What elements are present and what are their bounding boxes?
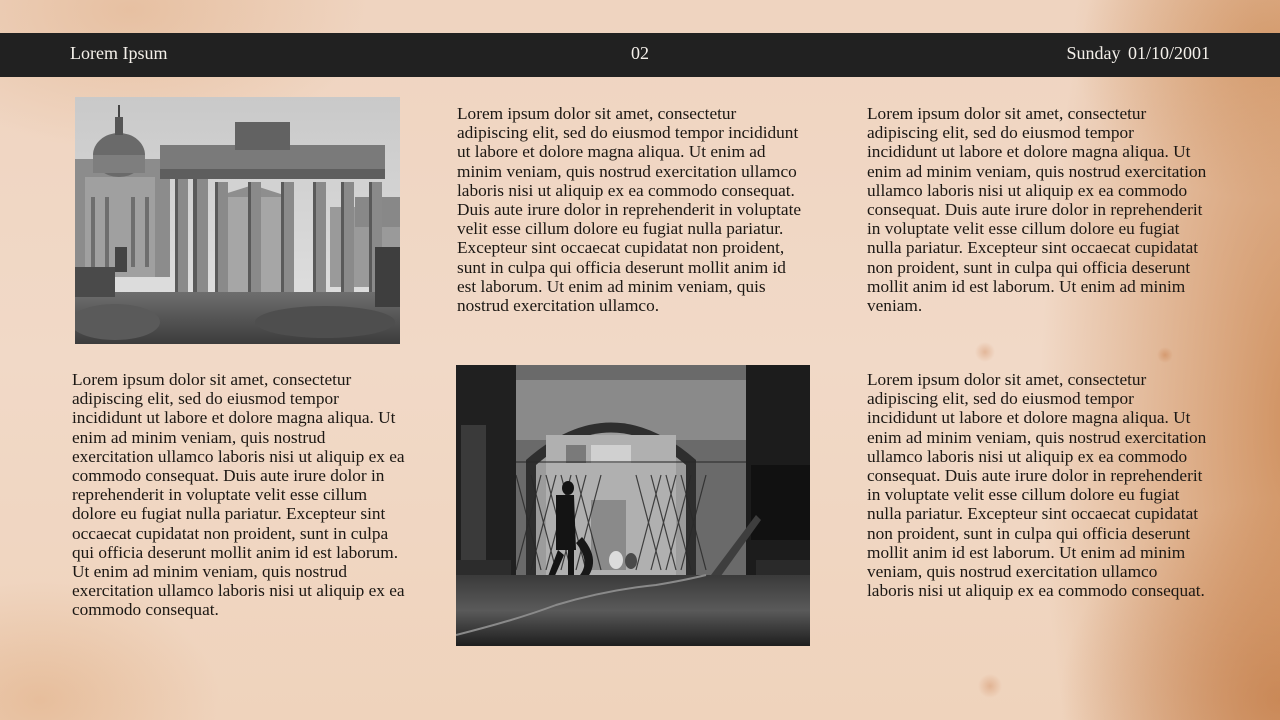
- alley-gate-image: [456, 365, 810, 646]
- text-block-bottom-left: Lorem ipsum dolor sit amet, consectetur adipiscing elit, sed do eiusmod tempor incididunt ut labore et dolore magna aliqua. Ut enim ad minim veniam, quis nostrud exercitation ullamco laboris nisi ut aliquip ex ea commodo consequat. Duis aute irure dolor in reprehenderit in voluptate velit esse cillum dolore eu fugiat nulla pariatur. Excepteur sint occaecat cupidatat non proident, sunt in culpa qui officia deserunt mollit anim id est laborum. Ut enim ad minim veniam, quis nostrud exercitation ullamco laboris nisi ut aliquip ex ea commodo consequat.: [72, 370, 405, 620]
- header-date: Sunday 01/10/2001: [1066, 43, 1210, 63]
- forum-ruins-image: [75, 97, 400, 344]
- text-block-top-center: Lorem ipsum dolor sit amet, consectetur adipiscing elit, sed do eiusmod tempor incididunt ut labore et dolore magna aliqua. Ut enim ad minim veniam, quis nostrud exercitation ullamco laboris nisi ut aliquip ex ea commodo consequat. Duis aute irure dolor in reprehenderit in voluptate velit esse cillum dolore eu fugiat nulla pariatur. Excepteur sint occaecat cupidatat non proident, sunt in culpa qui officia deserunt mollit anim id est laborum. Ut enim ad minim veniam, quis nostrud exercitation ullamco.: [457, 104, 802, 316]
- alley-gate-photo: [456, 365, 810, 646]
- text-block-top-right: Lorem ipsum dolor sit amet, consectetur adipiscing elit, sed do eiusmod tempor incididunt ut labore et dolore magna aliqua. Ut enim ad minim veniam, quis nostrud exercitation ullamco laboris nisi ut aliquip ex ea commodo consequat. Duis aute irure dolor in reprehenderit in voluptate velit esse cillum dolore eu fugiat nulla pariatur. Excepteur sint occaecat cupidatat non proident, sunt in culpa qui officia deserunt mollit anim id est laborum. Ut enim ad minim veniam.: [867, 104, 1207, 316]
- page-number: 02: [631, 43, 649, 63]
- header-title: Lorem Ipsum: [70, 43, 168, 63]
- forum-ruins-photo: [75, 97, 400, 344]
- text-block-bottom-right: Lorem ipsum dolor sit amet, consectetur adipiscing elit, sed do eiusmod tempor incididunt ut labore et dolore magna aliqua. Ut enim ad minim veniam, quis nostrud exercitation ullamco laboris nisi ut aliquip ex ea commodo consequat. Duis aute irure dolor in reprehenderit in voluptate velit esse cillum dolore eu fugiat nulla pariatur. Excepteur sint occaecat cupidatat non proident, sunt in culpa qui officia deserunt mollit anim id est laborum. Ut enim ad minim veniam, quis nostrud exercitation ullamco laboris nisi ut aliquip ex ea commodo consequat.: [867, 370, 1207, 601]
- header-bar: [0, 33, 1280, 77]
